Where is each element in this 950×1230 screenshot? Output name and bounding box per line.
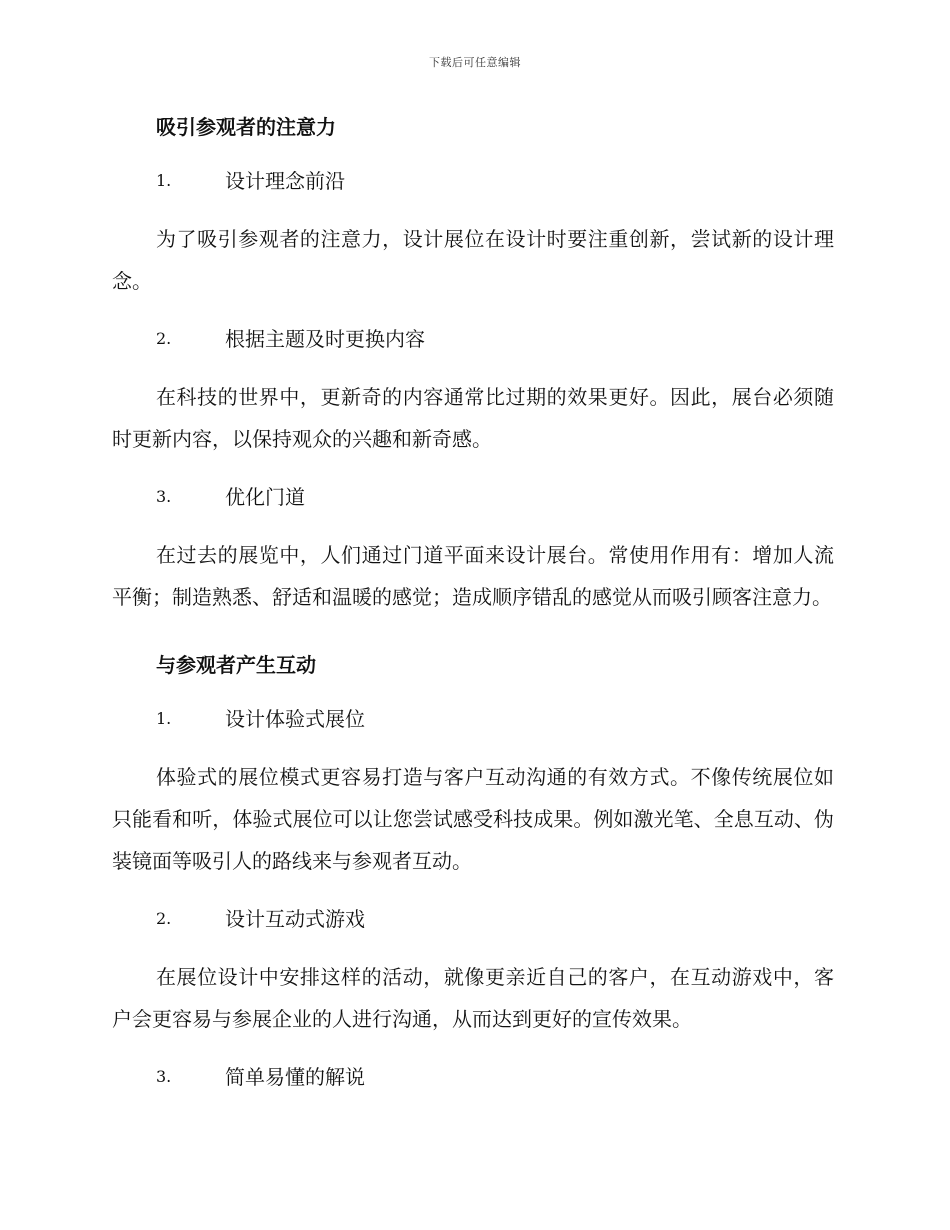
list-title: 优化门道	[225, 485, 305, 509]
list-number: 3.	[156, 487, 172, 506]
list-item	[112, 480, 834, 514]
list-number: 2.	[156, 329, 172, 348]
list-title: 设计互动式游戏	[225, 907, 365, 931]
paragraph: 在科技的世界中，更新奇的内容通常比过期的效果更好。因此，展台必须随时更新内容，以保持观众的兴趣和新奇感。	[112, 385, 834, 451]
list-item	[112, 902, 834, 936]
paragraph: 在过去的展览中，人们通过门道平面来设计展台。常使用作用有：增加人流平衡；制造熟悉、舒适和温暖的感觉；造成顺序错乱的感觉从而吸引顾客注意力。	[112, 543, 834, 609]
list-title: 根据主题及时更换内容	[225, 327, 425, 351]
list-number: 3.	[156, 1067, 172, 1086]
paragraph: 在展位设计中安排这样的活动，就像更亲近自己的客户，在互动游戏中，客户会更容易与参展企业的人进行沟通，从而达到更好的宣传效果。	[112, 965, 834, 1031]
list-title: 设计体验式展位	[225, 707, 365, 731]
list-title: 简单易懂的解说	[225, 1065, 365, 1089]
section-heading: 与参观者产生互动	[156, 653, 316, 677]
document-body	[112, 110, 834, 1094]
section-heading: 吸引参观者的注意力	[156, 115, 336, 139]
paragraph: 体验式的展位模式更容易打造与客户互动沟通的有效方式。不像传统展位如只能看和听，体验式展位可以让您尝试感受科技成果。例如激光笔、全息互动、伪装镜面等吸引人的路线来与参观者互动。	[112, 765, 834, 873]
list-item	[112, 164, 834, 198]
list-item	[112, 322, 834, 356]
list-number: 1.	[156, 171, 172, 190]
list-item	[112, 1060, 834, 1094]
header-note: 下载后可任意编辑	[429, 56, 521, 69]
list-title: 设计理念前沿	[225, 169, 345, 193]
paragraph: 为了吸引参观者的注意力，设计展位在设计时要注重创新，尝试新的设计理念。	[112, 227, 834, 293]
list-item	[112, 702, 834, 736]
list-number: 1.	[156, 709, 172, 728]
list-number: 2.	[156, 909, 172, 928]
